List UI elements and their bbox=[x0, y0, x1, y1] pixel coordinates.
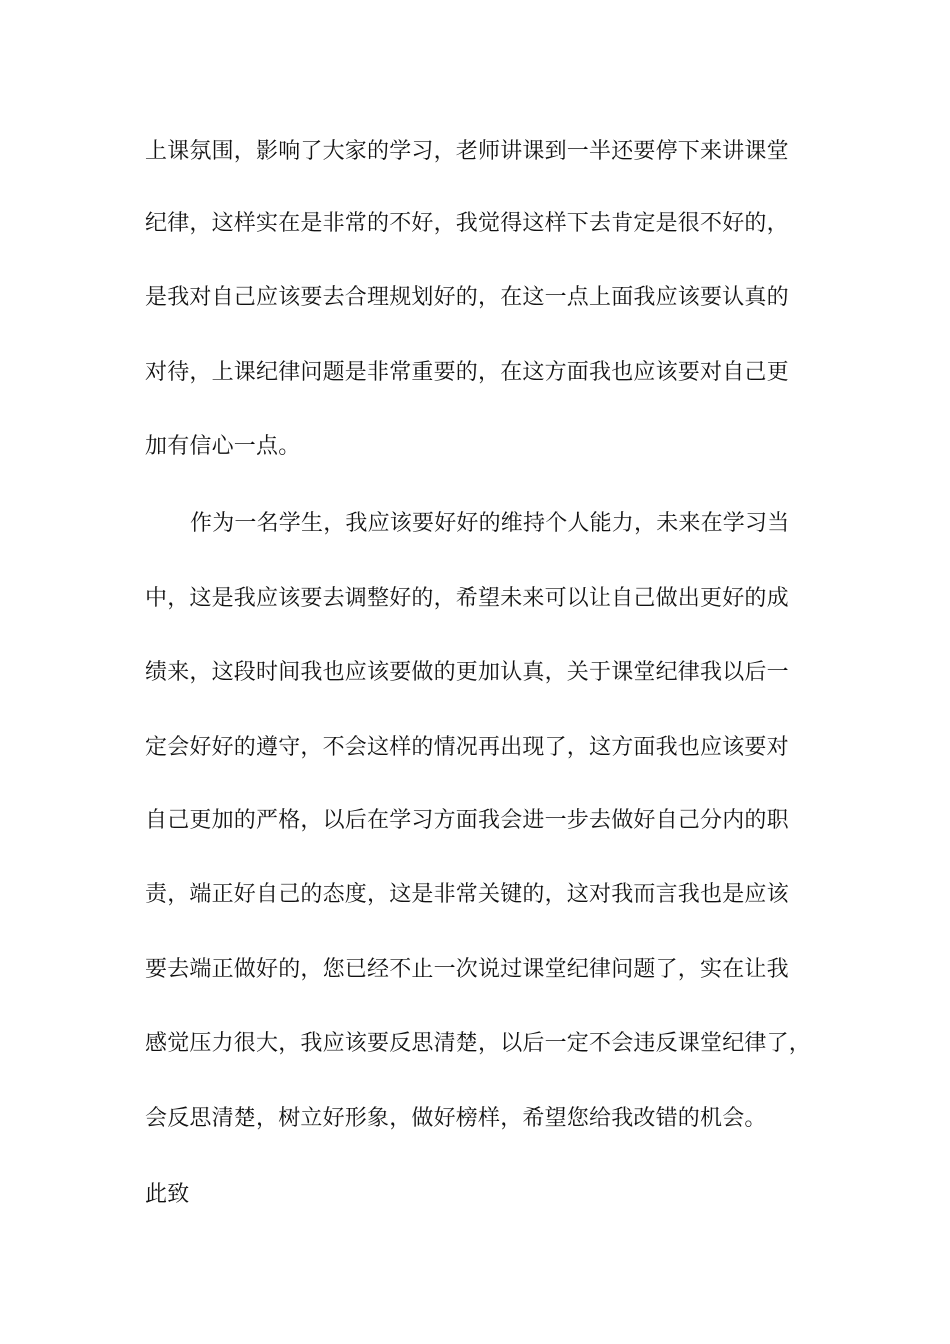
closing-salutation: 此致 bbox=[145, 1182, 190, 1207]
paragraph-line: 定会好好的遵守，不会这样的情况再出现了，这方面我也应该要对 bbox=[145, 735, 789, 760]
paragraph-line: 是我对自己应该要去合理规划好的，在这一点上面我应该要认真的 bbox=[145, 285, 789, 310]
paragraph-line: 对待，上课纪律问题是非常重要的，在这方面我也应该要对自己更 bbox=[145, 360, 789, 385]
paragraph-line: 自己更加的严格，以后在学习方面我会进一步去做好自己分内的职 bbox=[145, 808, 789, 833]
paragraph-line: 感觉压力很大，我应该要反思清楚，以后一定不会违反课堂纪律了， bbox=[145, 1031, 812, 1056]
paragraph-line: 要去端正做好的，您已经不止一次说过课堂纪律问题了，实在让我 bbox=[145, 957, 789, 982]
paragraph-line: 绩来，这段时间我也应该要做的更加认真，关于课堂纪律我以后一 bbox=[145, 660, 789, 685]
paragraph-line: 纪律，这样实在是非常的不好，我觉得这样下去肯定是很不好的， bbox=[145, 211, 789, 236]
paragraph-line: 中，这是我应该要去调整好的，希望未来可以让自己做出更好的成 bbox=[145, 586, 789, 611]
paragraph-line: 作为一名学生，我应该要好好的维持个人能力，未来在学习当 bbox=[190, 511, 790, 536]
paragraph-line: 会反思清楚，树立好形象，做好榜样，希望您给我改错的机会。 bbox=[145, 1106, 767, 1131]
paragraph-line: 责，端正好自己的态度，这是非常关键的，这对我而言我也是应该 bbox=[145, 882, 789, 907]
paragraph-line: 加有信心一点。 bbox=[145, 434, 301, 459]
paragraph-line: 上课氛围，影响了大家的学习，老师讲课到一半还要停下来讲课堂 bbox=[145, 139, 789, 164]
